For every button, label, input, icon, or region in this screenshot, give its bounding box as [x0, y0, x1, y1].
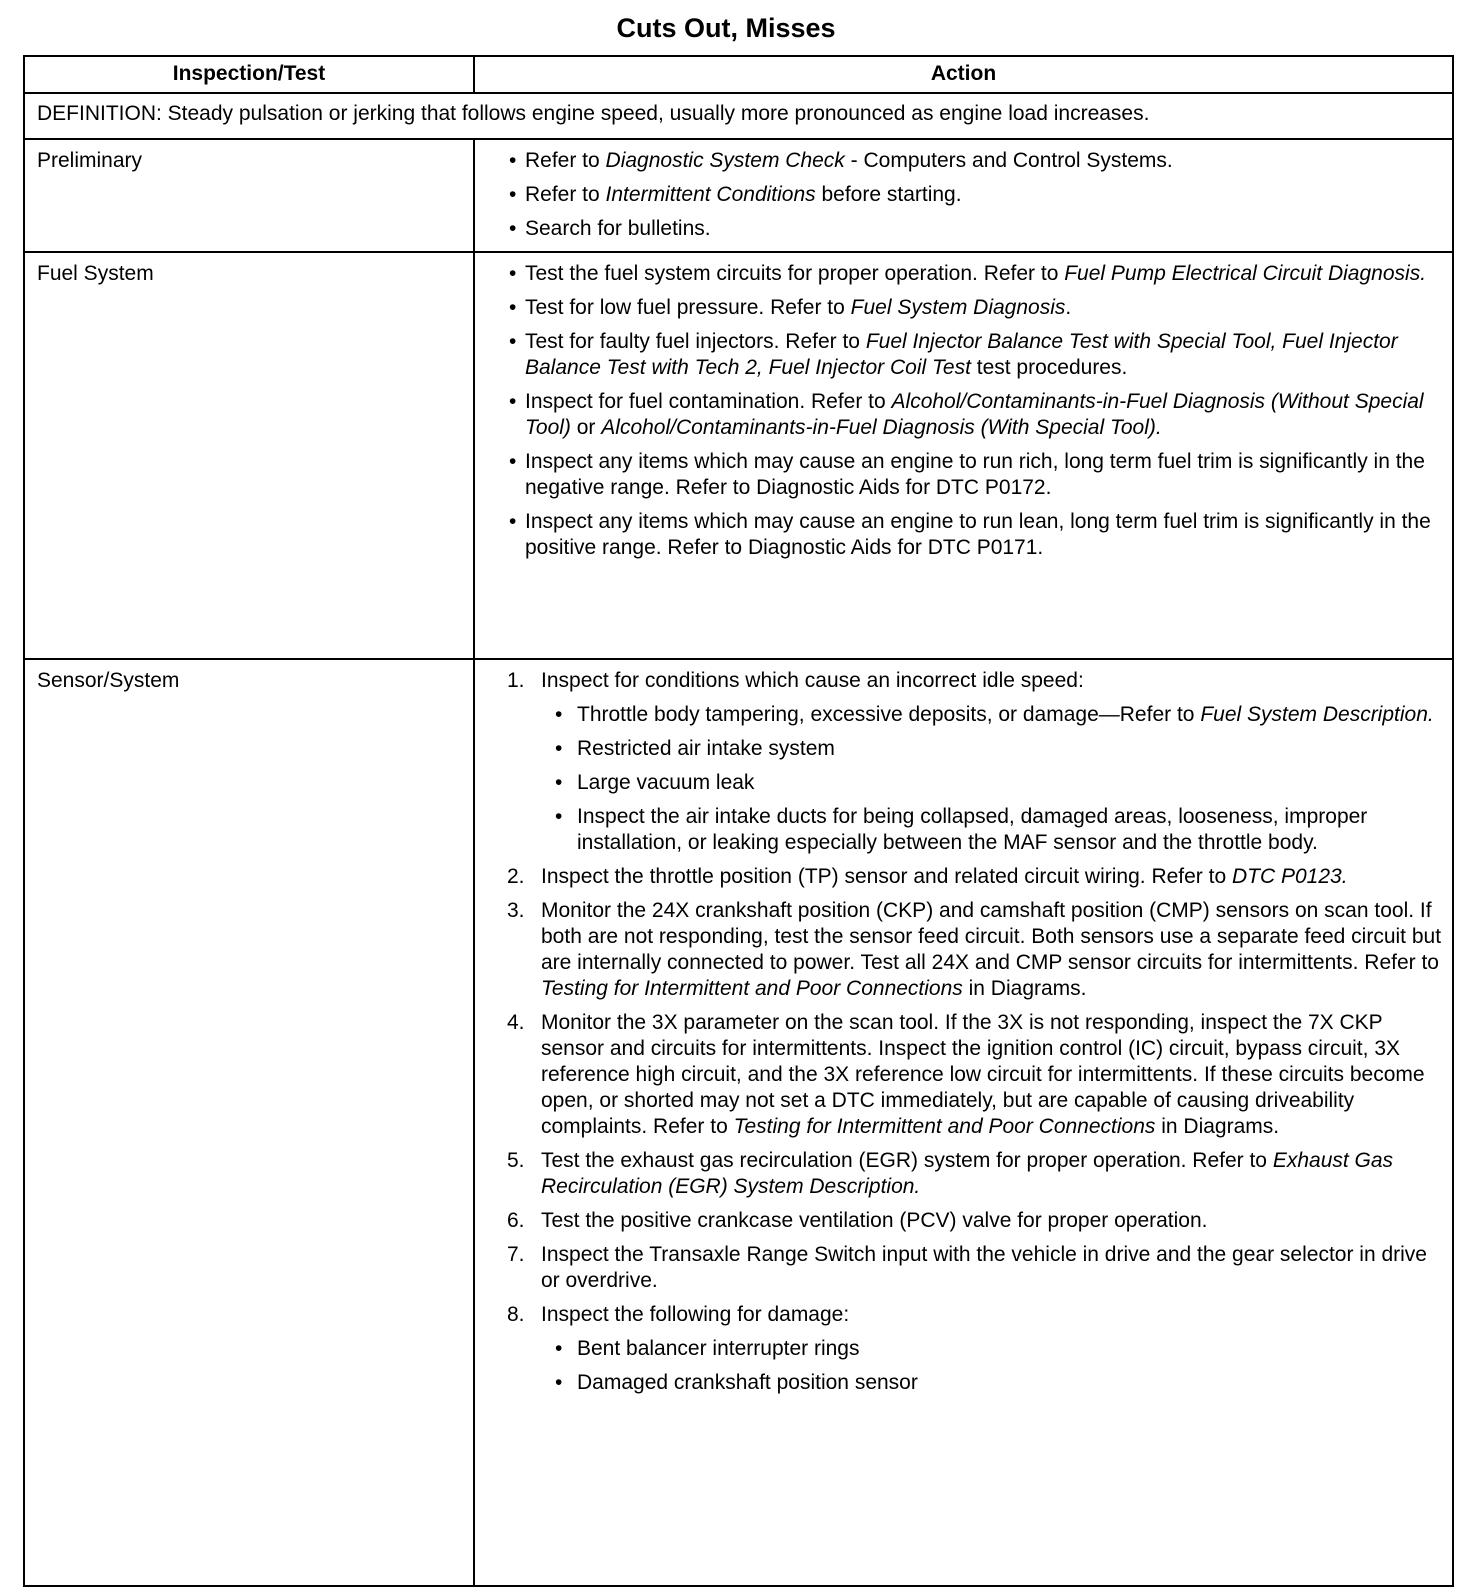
list-item: • Inspect for fuel contamination. Refer to Alcohol/Contaminants-in-Fuel Diagnosis (Without Special Tool) or Alcohol/Contaminants-in-Fuel Diagnosis (With Special Tool).	[481, 389, 1446, 441]
list-item: 6. Test the positive crankcase ventilation (PCV) valve for proper operation.	[507, 1209, 1208, 1232]
list-item: 7. Inspect the Transaxle Range Switch input with the vehicle in drive and the gear selector in drive or overdrive.	[507, 1243, 1427, 1292]
list-item: • Large vacuum leak	[541, 770, 1446, 796]
table-row-sensor-system	[25, 660, 1452, 1585]
table-row-fuel-system	[25, 253, 1452, 660]
list-item: 8. Inspect the following for damage: • Bent balancer interrupter rings • Damaged crankshaft position sensor	[481, 1302, 1446, 1396]
list-item: • Test for low fuel pressure. Refer to Fuel System Diagnosis.	[481, 295, 1446, 321]
list-item: 2. Inspect the throttle position (TP) sensor and related circuit wiring. Refer to DTC P0123.	[507, 865, 1348, 888]
row-label-preliminary: Preliminary	[25, 140, 475, 251]
definition-row	[25, 94, 1452, 140]
list-item: • Inspect the air intake ducts for being collapsed, damaged areas, looseness, improper installation, or leaking especially between the MAF sensor and the throttle body.	[541, 804, 1446, 856]
list-item: • Throttle body tampering, excessive deposits, or damage—Refer to Fuel System Description.	[541, 702, 1446, 728]
row-actions-sensor-system	[475, 660, 1452, 1585]
list-item: • Search for bulletins.	[481, 216, 1446, 242]
definition-text: DEFINITION: Steady pulsation or jerking that follows engine speed, usually more pronounced as engine load increases.	[37, 102, 1150, 125]
header-action: Action	[930, 62, 997, 85]
table-header-row	[25, 57, 1452, 94]
list-item: • Test for faulty fuel injectors. Refer to Fuel Injector Balance Test with Special Tool, Fuel Injector Balance Test with Tech 2, Fuel Injector Coil Test test procedures.	[481, 329, 1446, 381]
list-item: • Inspect any items which may cause an engine to run rich, long term fuel trim is significantly in the negative range. Refer to Diagnostic Aids for DTC P0172.	[481, 449, 1446, 501]
list-item: • Inspect any items which may cause an engine to run lean, long term fuel trim is significantly in the positive range. Refer to Diagnostic Aids for DTC P0171.	[481, 509, 1446, 561]
list-item: 3. Monitor the 24X crankshaft position (CKP) and camshaft position (CMP) sensors on scan tool. If both are not responding, test the sensor feed circuit. Both sensors use a separate feed circuit but are internally connected to power. Test all 24X and CMP sensor circuits for intermittents. Refer to Testing for Intermittent and Poor Connections in Diagrams.	[507, 899, 1442, 1000]
list-item: • Test the fuel system circuits for proper operation. Refer to Fuel Pump Electrical Circuit Diagnosis.	[481, 261, 1446, 287]
row-label-sensor-system: Sensor/System	[25, 660, 475, 1585]
header-inspection-test: Inspection/Test	[25, 57, 475, 92]
row-label-fuel-system: Fuel System	[25, 253, 475, 658]
list-item: • Restricted air intake system	[541, 736, 1446, 762]
page-title: Cuts Out, Misses	[616, 13, 836, 43]
diagnostic-table	[23, 55, 1454, 1587]
row-actions-preliminary	[475, 140, 1452, 251]
list-item: • Damaged crankshaft position sensor	[541, 1370, 1446, 1396]
list-item: 1. Inspect for conditions which cause an incorrect idle speed: • Throttle body tampering, excessive deposits, or damage—Refer to Fuel System Description. • Restricted air intake system • Large vacuum leak • Inspect the air intake ducts for being collapsed, damaged areas, looseness, improper installation, or leaking especially between the MAF sensor and the throttle body.	[481, 668, 1446, 856]
row-actions-fuel-system	[475, 253, 1452, 658]
list-item: 4. Monitor the 3X parameter on the scan tool. If the 3X is not responding, inspect the 7X CKP sensor and circuits for intermittents. Inspect the ignition control (IC) circuit, bypass circuit, 3X reference high circuit, and the 3X reference low circuit for intermittents. If these circuits become open, or shorted may not set a DTC immediately, but are capable of causing driveability complaints. Refer to Testing for Intermittent and Poor Connections in Diagrams.	[507, 1011, 1425, 1138]
table-row-preliminary	[25, 140, 1452, 253]
list-item: • Refer to Intermittent Conditions before starting.	[481, 182, 1446, 208]
list-item: 5. Test the exhaust gas recirculation (EGR) system for proper operation. Refer to Exhaust Gas Recirculation (EGR) System Description.	[507, 1149, 1394, 1198]
list-item: • Refer to Diagnostic System Check - Computers and Control Systems.	[481, 148, 1446, 174]
list-item: • Bent balancer interrupter rings	[541, 1336, 1446, 1362]
